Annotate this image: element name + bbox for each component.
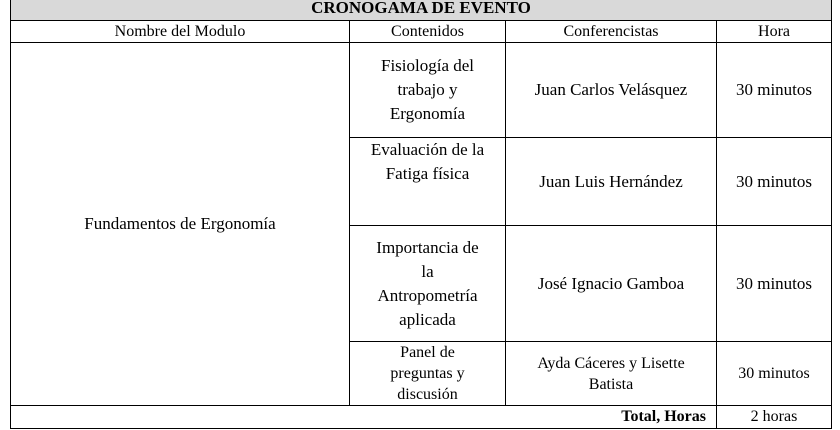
row-3-contents-line: Importancia de (376, 237, 479, 257)
row-3-speaker-line: José Ignacio Gamboa (537, 273, 685, 293)
row-1-speaker-line: Juan Carlos Velásquez (534, 80, 688, 99)
header-speakers: Conferencistas (506, 21, 717, 43)
header-time: Hora (717, 21, 832, 43)
row-3-speaker (506, 226, 717, 342)
row-3-contents (350, 226, 506, 342)
row-2-contents-line: Evaluación de la (370, 140, 485, 159)
row-4-contents-line: discusión (397, 386, 458, 403)
row-4-speaker-line: Batista (588, 375, 634, 393)
total-hours-label: Total, Horas (11, 406, 717, 429)
row-4-speaker-line: Ayda Cáceres y Lisette (537, 354, 685, 372)
total-hours-value: 2 horas (717, 406, 832, 429)
row-3-time: 30 minutos (717, 226, 832, 342)
event-schedule-table (10, 0, 832, 429)
module-name-cell: Fundamentos de Ergonomía (11, 43, 350, 406)
row-1-contents-line: trabajo y (397, 80, 458, 99)
row-4-time: 30 minutos (717, 342, 832, 406)
row-2-contents (350, 138, 506, 226)
row-4-speaker (506, 342, 717, 406)
row-2-contents-line: Fatiga física (385, 164, 470, 183)
row-4-contents-line: preguntas y (390, 365, 465, 382)
row-3-contents-line: Antropometría (377, 285, 478, 305)
row-1-speaker (506, 43, 717, 138)
row-1-contents-line: Fisiología del (380, 56, 475, 75)
row-4-contents-line: Panel de (400, 344, 455, 361)
header-contents: Contenidos (350, 21, 506, 43)
row-4-contents (350, 342, 506, 406)
row-1-contents (350, 43, 506, 138)
row-1-contents-line: Ergonomía (389, 104, 466, 123)
row-2-time: 30 minutos (717, 138, 832, 226)
row-3-contents-line: aplicada (399, 309, 456, 329)
row-2-speaker (506, 138, 717, 226)
row-3-contents-line: la (421, 261, 434, 281)
header-module-name: Nombre del Modulo (11, 21, 350, 43)
row-2-speaker-line: Juan Luis Hernández (539, 171, 683, 191)
table-title: CRONOGAMA DE EVENTO (11, 0, 832, 21)
row-1-time: 30 minutos (717, 43, 832, 138)
